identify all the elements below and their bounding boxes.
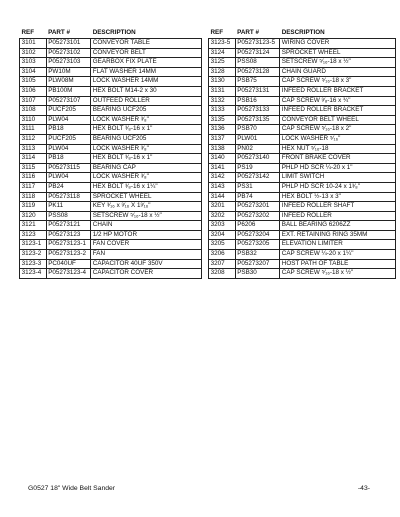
table-row <box>209 240 396 250</box>
ref-cell: 3204 <box>209 230 236 240</box>
ref-cell: 3202 <box>209 211 236 221</box>
ref-cell: 3144 <box>209 192 236 202</box>
table-row <box>209 221 396 231</box>
table-row <box>20 182 202 192</box>
description-cell: HEX NUT ⁵⁄₁₆-18 <box>280 144 396 154</box>
table-row <box>20 269 202 279</box>
description-cell: CAP SCREW ⁵⁄₁₆-18 x 3" <box>280 77 396 87</box>
description-cell: CONVEYOR TABLE <box>91 39 202 49</box>
ref-cell: 3111 <box>20 125 47 135</box>
description-cell: EXT. RETAINING RING 35MM <box>280 230 396 240</box>
part-number-cell: PLW04 <box>46 144 91 154</box>
description-cell: BALL BEARING 6206ZZ <box>280 221 396 231</box>
part-number-cell: PSS08 <box>46 211 91 221</box>
part-number-cell: P05273140 <box>235 154 280 164</box>
ref-cell: 3124 <box>209 48 236 58</box>
table-row <box>209 250 396 260</box>
ref-cell: 3107 <box>20 96 47 106</box>
ref-cell: 3140 <box>209 154 236 164</box>
description-cell: KEY ³⁄₁₆ x ³⁄₁₆ X 1³⁄₁₆" <box>91 202 202 212</box>
ref-cell: 3130 <box>209 77 236 87</box>
description-cell: PHLP HD SCR 10-24 x 1³⁄₈" <box>280 182 396 192</box>
part-number-cell: PB100M <box>46 86 91 96</box>
description-cell: INFEED ROLLER BRACKET <box>280 86 396 96</box>
description-cell: LOCK WASHER ³⁄₈" <box>91 173 202 183</box>
part-number-cell: P05273201 <box>235 202 280 212</box>
description-cell: SETSCREW ⁵⁄₁₆-18 x ½" <box>280 58 396 68</box>
ref-cell: 3206 <box>209 250 236 260</box>
ref-cell: 3117 <box>20 182 47 192</box>
description-cell: SETSCREW ⁵⁄₁₆-18 x ½" <box>91 211 202 221</box>
table-row <box>20 106 202 116</box>
part-number-cell: P05273123-2 <box>46 250 91 260</box>
ref-cell: 3141 <box>209 163 236 173</box>
table-row <box>209 192 396 202</box>
table-row <box>20 77 202 87</box>
ref-cell: 3142 <box>209 173 236 183</box>
description-cell: CAPACITOR 40UF 350V <box>91 259 202 269</box>
part-number-cell: P05273123 <box>46 230 91 240</box>
ref-cell: 3119 <box>20 202 47 212</box>
ref-cell: 3123 <box>20 230 47 240</box>
ref-cell: 3208 <box>209 269 236 279</box>
part-number-cell: P05273207 <box>235 259 280 269</box>
description-cell: HEX BOLT ½-13 x 3" <box>280 192 396 202</box>
table-row <box>209 86 396 96</box>
description-cell: LOCK WASHER ³⁄₈" <box>91 144 202 154</box>
table-row <box>209 48 396 58</box>
header-part: PART # <box>48 28 71 36</box>
parts-table-left <box>19 28 202 279</box>
table-row <box>20 96 202 106</box>
ref-cell: 3203 <box>209 221 236 231</box>
ref-cell: 3102 <box>20 48 47 58</box>
table-row <box>209 202 396 212</box>
description-cell: INFEED ROLLER <box>280 211 396 221</box>
part-number-cell: P05273115 <box>46 163 91 173</box>
table-row <box>20 173 202 183</box>
part-number-cell: PS31 <box>235 182 280 192</box>
description-cell: HEX BOLT M14-2 x 30 <box>91 86 202 96</box>
description-cell: PHLP HD SCR ¼-20 x 1" <box>280 163 396 173</box>
table-row <box>209 259 396 269</box>
part-number-cell: P05273107 <box>46 96 91 106</box>
description-cell: HEX BOLT ³⁄₈-16 x 1" <box>91 125 202 135</box>
ref-cell: 3110 <box>20 115 47 125</box>
ref-cell: 3135 <box>209 115 236 125</box>
table-row <box>20 250 202 260</box>
table-row <box>209 96 396 106</box>
table-row <box>20 48 202 58</box>
description-cell: CAPACITOR COVER <box>91 269 202 279</box>
ref-cell: 3105 <box>20 77 47 87</box>
header-part: PART # <box>237 28 260 36</box>
table-row <box>209 182 396 192</box>
description-cell: FRONT BRAKE COVER <box>280 154 396 164</box>
table-header-row <box>20 28 202 39</box>
part-number-cell: PW10M <box>46 67 91 77</box>
part-number-cell: PSS08 <box>235 58 280 68</box>
description-cell: FAN COVER <box>91 240 202 250</box>
part-number-cell: PLW01 <box>235 134 280 144</box>
ref-cell: 3106 <box>20 86 47 96</box>
part-number-cell: P05273128 <box>235 67 280 77</box>
part-number-cell: PSB75 <box>235 77 280 87</box>
ref-cell: 3138 <box>209 144 236 154</box>
table-row <box>20 39 202 49</box>
header-description: DESCRIPTION <box>92 28 136 36</box>
parts-table-right <box>208 28 396 279</box>
part-number-cell: P05273103 <box>46 58 91 68</box>
ref-cell: 3201 <box>209 202 236 212</box>
table-row <box>20 154 202 164</box>
part-number-cell: PSB70 <box>235 125 280 135</box>
table-row <box>209 115 396 125</box>
part-number-cell: P05273123-5 <box>235 39 280 49</box>
description-cell: OUTFEED ROLLER <box>91 96 202 106</box>
description-cell: CHAIN GUARD <box>280 67 396 77</box>
part-number-cell: PLW04 <box>46 173 91 183</box>
description-cell: GEARBOX FIX PLATE <box>91 58 202 68</box>
table-row <box>20 221 202 231</box>
table-row <box>209 211 396 221</box>
part-number-cell: P05273101 <box>46 39 91 49</box>
part-number-cell: PLW08M <box>46 77 91 87</box>
part-number-cell: P05273135 <box>235 115 280 125</box>
part-number-cell: P05273124 <box>235 48 280 58</box>
part-number-cell: P05273131 <box>235 86 280 96</box>
table-row <box>20 240 202 250</box>
ref-cell: 3205 <box>209 240 236 250</box>
ref-cell: 3133 <box>209 106 236 116</box>
table-header-row <box>209 28 396 39</box>
description-cell: LOCK WASHER ³⁄₈" <box>91 115 202 125</box>
description-cell: HEX BOLT ³⁄₈-16 x 1" <box>91 154 202 164</box>
description-cell: CAP SCREW ⁵⁄₁₆-18 x ½" <box>280 269 396 279</box>
table-row <box>20 134 202 144</box>
table-row <box>209 230 396 240</box>
ref-cell: 3116 <box>20 173 47 183</box>
table-row <box>209 163 396 173</box>
part-number-cell: P05273205 <box>235 240 280 250</box>
table-row <box>20 202 202 212</box>
description-cell: 1/2 HP MOTOR <box>91 230 202 240</box>
part-number-cell: PB18 <box>46 154 91 164</box>
table-row <box>20 125 202 135</box>
part-number-cell: PUCF205 <box>46 134 91 144</box>
ref-cell: 3103 <box>20 58 47 68</box>
description-cell: INFEED ROLLER BRACKET <box>280 106 396 116</box>
ref-cell: 3104 <box>20 67 47 77</box>
table-row <box>20 230 202 240</box>
table-row <box>209 58 396 68</box>
table-row <box>20 58 202 68</box>
table-row <box>209 154 396 164</box>
part-number-cell: P05273202 <box>235 211 280 221</box>
description-cell: LIMIT SWITCH <box>280 173 396 183</box>
part-number-cell: P05273123-4 <box>46 269 91 279</box>
part-number-cell: PB24 <box>46 182 91 192</box>
description-cell: CAP SCREW ³⁄₈-16 x ¾" <box>280 96 396 106</box>
ref-cell: 3123-5 <box>209 39 236 49</box>
ref-cell: 3137 <box>209 134 236 144</box>
header-ref: REF <box>210 28 224 36</box>
ref-cell: 3128 <box>209 67 236 77</box>
part-number-cell: PB18 <box>46 125 91 135</box>
part-number-cell: PS19 <box>235 163 280 173</box>
description-cell: FLAT WASHER 14MM <box>91 67 202 77</box>
table-row <box>209 39 396 49</box>
part-number-cell: PSB30 <box>235 269 280 279</box>
part-number-cell: PK11 <box>46 202 91 212</box>
description-cell: LOCK WASHER 14MM <box>91 77 202 87</box>
description-cell: CAP SCREW ¼-20 x 1¼" <box>280 250 396 260</box>
ref-cell: 3123-2 <box>20 250 47 260</box>
part-number-cell: PSB32 <box>235 250 280 260</box>
ref-cell: 3112 <box>20 134 47 144</box>
table-row <box>20 211 202 221</box>
table-row <box>209 134 396 144</box>
part-number-cell: PSB16 <box>235 96 280 106</box>
part-number-cell: P05273204 <box>235 230 280 240</box>
part-number-cell: PLW04 <box>46 115 91 125</box>
description-cell: INFEED ROLLER SHAFT <box>280 202 396 212</box>
description-cell: FAN <box>91 250 202 260</box>
ref-cell: 3123-3 <box>20 259 47 269</box>
part-number-cell: P6206 <box>235 221 280 231</box>
table-row <box>209 77 396 87</box>
ref-cell: 3121 <box>20 221 47 231</box>
description-cell: BEARING UCF205 <box>91 134 202 144</box>
description-cell: CHAIN <box>91 221 202 231</box>
description-cell: BEARING CAP <box>91 163 202 173</box>
table-row <box>20 259 202 269</box>
description-cell: CONVEYOR BELT WHEEL <box>280 115 396 125</box>
description-cell: HEX BOLT ³⁄₈-16 x 1¼" <box>91 182 202 192</box>
part-number-cell: P05273133 <box>235 106 280 116</box>
footer-manual-title: G0527 18" Wide Belt Sander <box>28 485 116 492</box>
ref-cell: 3114 <box>20 154 47 164</box>
ref-cell: 3136 <box>209 125 236 135</box>
ref-cell: 3143 <box>209 182 236 192</box>
part-number-cell: P05273142 <box>235 173 280 183</box>
header-description: DESCRIPTION <box>281 28 325 36</box>
ref-cell: 3115 <box>20 163 47 173</box>
description-cell: CONVEYOR BELT <box>91 48 202 58</box>
table-row <box>209 269 396 279</box>
table-row <box>209 125 396 135</box>
description-cell: BEARING UCF205 <box>91 106 202 116</box>
table-row <box>20 67 202 77</box>
part-number-cell: PC040UF <box>46 259 91 269</box>
part-number-cell: P05273123-1 <box>46 240 91 250</box>
ref-cell: 3123-1 <box>20 240 47 250</box>
description-cell: ELEVATION LIMITER <box>280 240 396 250</box>
ref-cell: 3108 <box>20 106 47 116</box>
description-cell: WIRING COVER <box>280 39 396 49</box>
ref-cell: 3113 <box>20 144 47 154</box>
footer-page-number: -43- <box>357 485 370 492</box>
description-cell: SPROCKET WHEEL <box>91 192 202 202</box>
part-number-cell: P05273121 <box>46 221 91 231</box>
description-cell: LOCK WASHER ⁵⁄₁₆" <box>280 134 396 144</box>
ref-cell: 3131 <box>209 86 236 96</box>
table-row <box>209 67 396 77</box>
description-cell: HOST PATH OF TABLE <box>280 259 396 269</box>
table-row <box>209 106 396 116</box>
description-cell: SPROCKET WHEEL <box>280 48 396 58</box>
ref-cell: 3125 <box>209 58 236 68</box>
table-row <box>20 115 202 125</box>
table-row <box>20 144 202 154</box>
ref-cell: 3101 <box>20 39 47 49</box>
part-number-cell: PUCF205 <box>46 106 91 116</box>
part-number-cell: PB74 <box>235 192 280 202</box>
table-row <box>20 86 202 96</box>
part-number-cell: P05273102 <box>46 48 91 58</box>
ref-cell: 3207 <box>209 259 236 269</box>
table-row <box>20 192 202 202</box>
part-number-cell: PN02 <box>235 144 280 154</box>
table-row <box>209 173 396 183</box>
table-row <box>20 163 202 173</box>
ref-cell: 3120 <box>20 211 47 221</box>
part-number-cell: P05273118 <box>46 192 91 202</box>
ref-cell: 3123-4 <box>20 269 47 279</box>
ref-cell: 3118 <box>20 192 47 202</box>
header-ref: REF <box>21 28 35 36</box>
description-cell: CAP SCREW ⁵⁄₁₆-18 x 2" <box>280 125 396 135</box>
table-row <box>209 144 396 154</box>
ref-cell: 3132 <box>209 96 236 106</box>
